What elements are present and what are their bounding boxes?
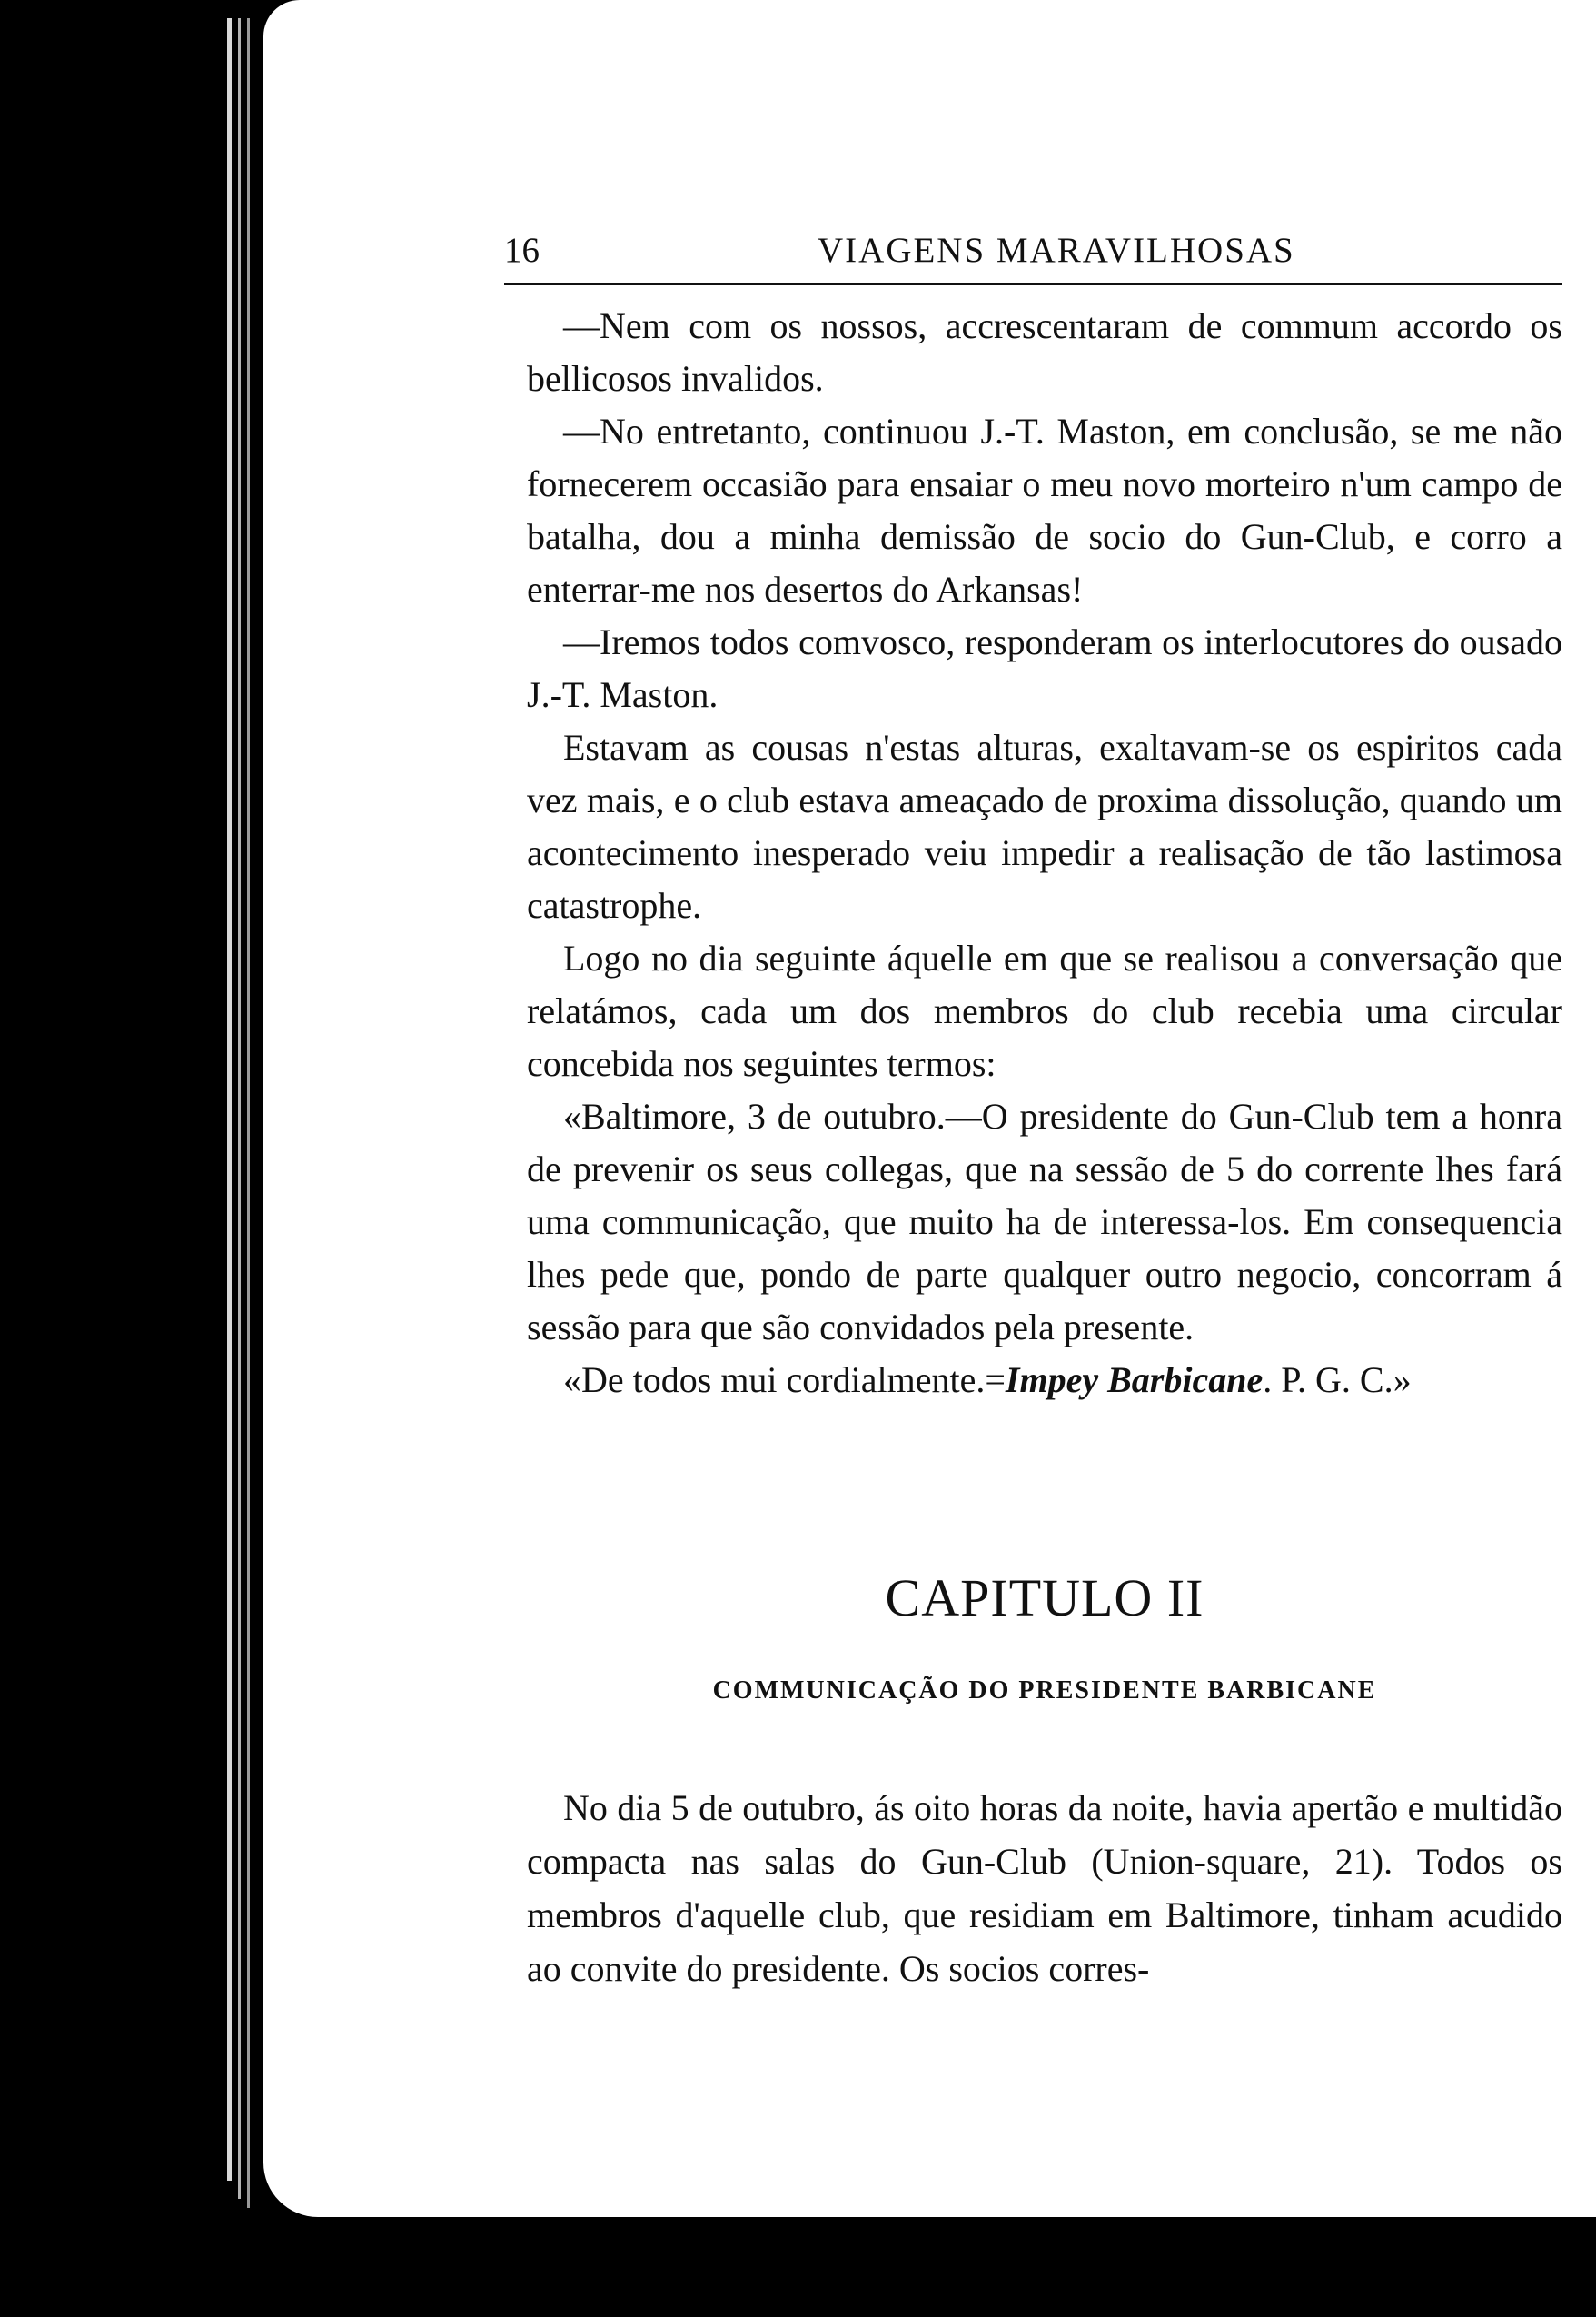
paragraph: Logo no dia seguinte áquelle em que se realisou a conversação que relatámos, cada um dos membros do club recebia uma circular concebida nos seguintes termos: bbox=[527, 938, 1562, 1084]
signoff-suffix: . P. G. C.» bbox=[1263, 1359, 1412, 1400]
running-head bbox=[504, 223, 1562, 279]
signoff-name: Impey Barbicane bbox=[1005, 1359, 1264, 1400]
paragraph: «Baltimore, 3 de outubro.—O presidente do Gun-Club tem a honra de prevenir os seus collegas, que na sessão de 5 do corrente lhes fará uma communicação, que muito ha de interessa-los. Em consequencia lhes pede que, pondo de parte qualquer outro negocio, concorram á sessão para que são convidados pela presente. bbox=[527, 1096, 1562, 1347]
letter-signoff bbox=[527, 1354, 1562, 1407]
paragraph: —Iremos todos comvosco, responderam os interlocutores do ousado J.-T. Maston. bbox=[527, 622, 1562, 715]
chapter-opening-paragraph: No dia 5 de outubro, ás oito horas da noite, havia apertão e multidão compacta nas salas do Gun-Club (Union-square, 21). Todos os membros d'aquelle club, que residiam em Baltimore, tinham acudido ao convite do presidente. Os socios corres- bbox=[527, 1787, 1562, 1989]
paragraph: —No entretanto, continuou J.-T. Maston, em conclusão, se me não fornecerem occasião para ensaiar o meu novo morteiro n'um campo de batalha, dou a minha demissão de socio do Gun-Club, e corro a enterrar-me nos desertos do Arkansas! bbox=[527, 411, 1562, 610]
running-title: VIAGENS MARAVILHOSAS bbox=[818, 231, 1295, 270]
chapter-title: CAPITULO II bbox=[885, 1568, 1204, 1627]
header-rule bbox=[504, 283, 1562, 285]
page-edge-stroke bbox=[238, 18, 241, 2199]
paragraph: Estavam as cousas n'estas alturas, exaltavam-se os espiritos cada vez mais, e o club estava ameaçado de proxima dissolução, quando um acontecimento inesperado veiu impedir a realisação de tão lastimosa catastrophe. bbox=[527, 727, 1562, 926]
body-text bbox=[527, 300, 1562, 1407]
page-edge-stroke bbox=[247, 18, 250, 2208]
page-number: 16 bbox=[504, 231, 540, 270]
signoff-prefix: «De todos mui cordialmente.= bbox=[563, 1359, 1006, 1400]
chapter-text bbox=[527, 1781, 1562, 1995]
chapter-subtitle: COMMUNICAÇÃO DO PRESIDENTE BARBICANE bbox=[712, 1676, 1377, 1705]
paragraph: —Nem com os nossos, accrescentaram de commum accordo os bellicosos invalidos. bbox=[527, 305, 1562, 399]
page-edge-stroke bbox=[227, 18, 232, 2181]
